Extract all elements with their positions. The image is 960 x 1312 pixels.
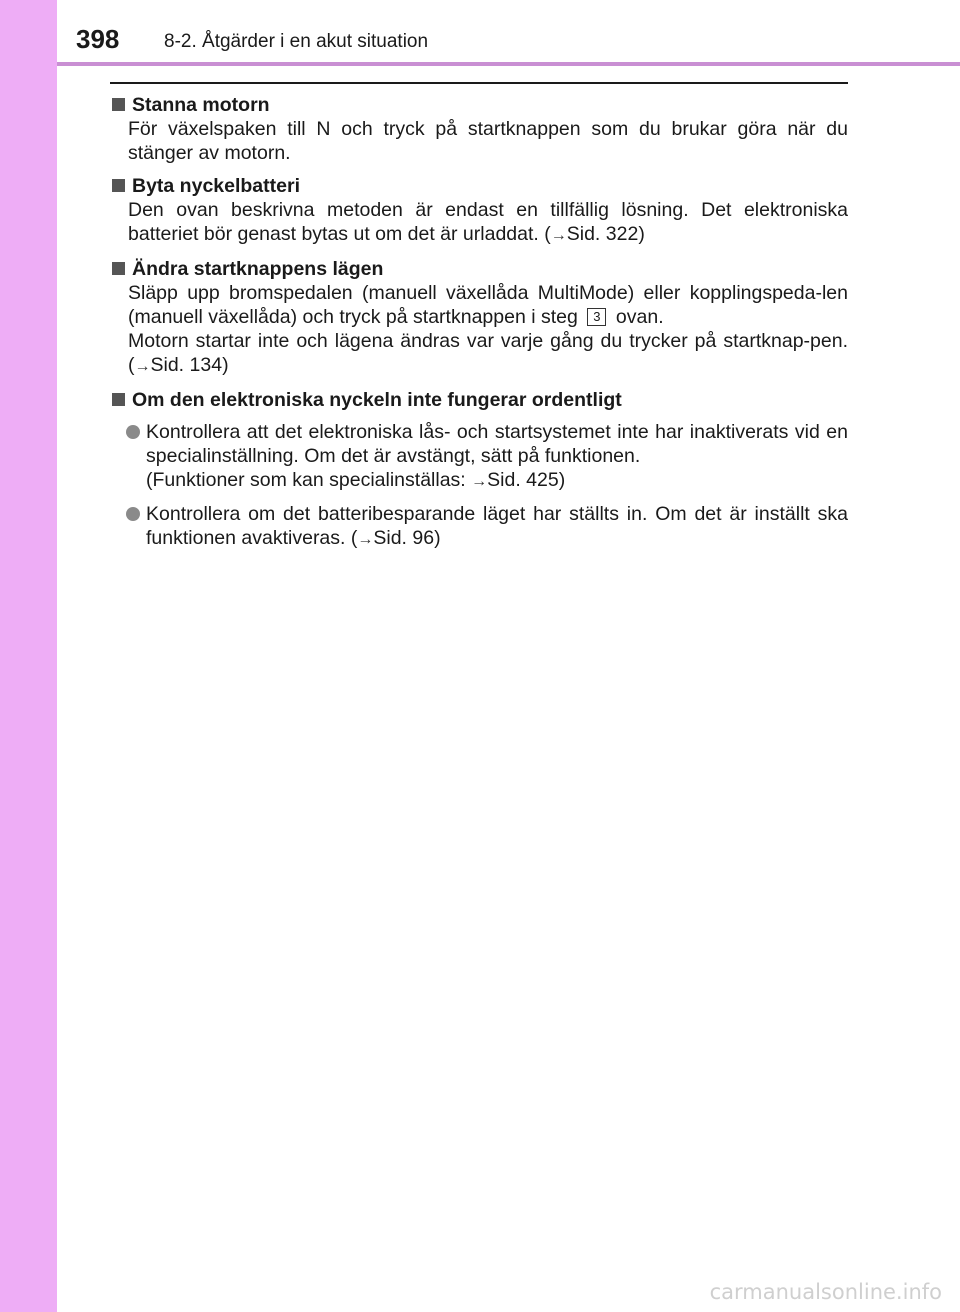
page-reference[interactable]: Sid. 134 — [150, 354, 223, 376]
list-item: Kontrollera om det batteribesparande läget har ställts in. Om det är inställt ska funktionen avaktiveras. (→Sid. 96) — [110, 502, 848, 552]
watermark: carmanualsonline.info — [709, 1280, 942, 1304]
content-divider — [110, 82, 848, 84]
item-heading: Om den elektroniska nyckeln inte fungerar ordentligt — [110, 388, 848, 412]
page-reference[interactable]: Sid. 96 — [373, 527, 435, 549]
round-bullet-icon — [126, 425, 140, 439]
square-bullet-icon — [112, 98, 125, 111]
round-bullet-icon — [126, 507, 140, 521]
item-replace-battery — [110, 174, 848, 248]
list-item: Kontrollera att det elektroniska lås- och startsystemet inte har inaktiverats vid en specialinställning. Om det är avstängt, sätt på funktionen. (Funktioner som kan specialinställas: →Sid. 425) — [110, 420, 848, 494]
header-rule — [57, 62, 960, 66]
step-number-box: 3 — [587, 308, 606, 326]
side-color-band — [0, 0, 57, 1312]
page-number: 398 — [76, 24, 120, 54]
item-stop-engine — [110, 93, 848, 165]
square-bullet-icon — [112, 262, 125, 275]
square-bullet-icon — [112, 179, 125, 192]
right-arrow-icon: → — [471, 473, 488, 490]
item-body: Släpp upp bromspedalen (manuell växellåda MultiMode) eller kopplingspeda-len (manuell växellåda) och tryck på startknappen i steg 3 ovan. Motorn startar inte och lägena ändras var varje gång du trycker på startknap-pen. (→Sid. 134) — [128, 282, 848, 376]
item-heading: Byta nyckelbatteri — [110, 174, 848, 198]
item-body: För växelspaken till N och tryck på startknappen som du brukar göra när du stänger av motorn. — [128, 118, 848, 164]
right-arrow-icon: → — [134, 358, 151, 375]
item-heading: Stanna motorn — [110, 93, 848, 117]
item-heading: Ändra startknappens lägen — [110, 257, 848, 281]
right-arrow-icon: → — [550, 227, 567, 244]
item-key-malfunction — [110, 388, 848, 552]
content-area — [110, 93, 848, 561]
square-bullet-icon — [112, 393, 125, 406]
section-title: 8-2. Åtgärder i en akut situation — [164, 31, 429, 52]
page-reference[interactable]: Sid. 322 — [566, 223, 639, 245]
page-reference[interactable]: Sid. 425 — [487, 469, 559, 491]
right-arrow-icon: → — [357, 531, 374, 548]
item-body: Den ovan beskrivna metoden är endast en tillfällig lösning. Det elektroniska batteriet bör genast bytas ut om det är urladdat. (→Sid. 322) — [128, 199, 848, 245]
item-change-start-modes — [110, 257, 848, 379]
